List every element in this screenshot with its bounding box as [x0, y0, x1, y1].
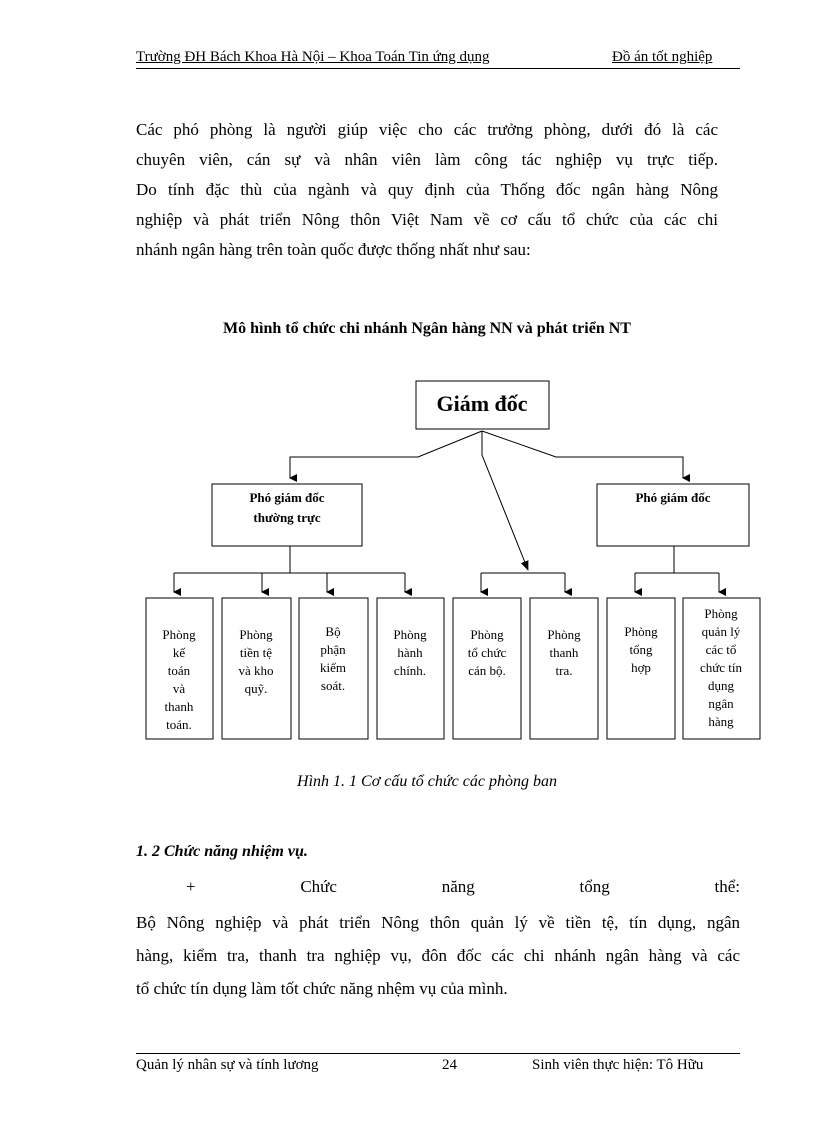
- intro-line: chuyên viên, cán sự và nhân viên làm công tác nghiệp vụ trực tiếp.: [136, 150, 718, 169]
- dept-2-label-line: quỹ.: [244, 681, 268, 696]
- dept-8-label-line: hàng: [708, 714, 734, 729]
- page-number: 24: [442, 1057, 457, 1073]
- connector-director-to-center: [482, 431, 528, 570]
- dept-4-label-line: hành: [397, 645, 423, 660]
- dept-6-label-line: thanh: [549, 645, 579, 660]
- director-label: Giám đốc: [436, 391, 528, 416]
- dept-4-label-line: chính.: [393, 663, 427, 678]
- dept-8-label-line: ngân: [708, 696, 734, 711]
- connector-director-to-deputy-right: [482, 431, 683, 478]
- dept-2-label-line: và kho: [238, 663, 274, 678]
- dept-1-label-line: thanh: [164, 699, 194, 714]
- dept-7-label-line: Phòng: [624, 624, 658, 639]
- dept-1-label-line: Phòng: [162, 627, 196, 642]
- dept-8-label-line: các tổ: [705, 642, 737, 657]
- function-overview-line: [136, 877, 740, 897]
- figure-caption: Hình 1. 1 Cơ cấu tổ chức các phòng ban: [297, 773, 557, 790]
- dept-8-label-line: chức tín: [699, 660, 743, 675]
- dept-5-label-line: cán bộ.: [468, 663, 506, 678]
- dept-4-label-line: Phòng: [393, 627, 427, 642]
- spread-word: tổng: [579, 877, 610, 896]
- intro-line: Các phó phòng là người giúp việc cho các trưởng phòng, dưới đó là các: [136, 120, 718, 139]
- body-paragraph: [136, 906, 740, 1005]
- spread-word: +: [186, 877, 196, 896]
- intro-line: nhánh ngân hàng trên toàn quốc được thống nhất như sau:: [136, 240, 531, 259]
- footer-author: Sinh viên thực hiện: Tô Hữu: [532, 1057, 704, 1073]
- header-school-title: Trường ĐH Bách Khoa Hà Nội – Khoa Toán Tin ứng dụng: [136, 49, 490, 65]
- dept-1-label-line: và: [172, 681, 186, 696]
- dept-2-label-line: Phòng: [239, 627, 273, 642]
- footer-thesis-title: Quản lý nhân sự và tính lương: [136, 1057, 319, 1073]
- deputy-left-label-line: thường trực: [253, 510, 321, 525]
- spread-word: thể:: [714, 877, 740, 896]
- dept-7-label-line: tổng: [629, 642, 653, 657]
- dept-1-label-line: toán: [167, 663, 191, 678]
- dept-3-label-line: phận: [320, 642, 346, 657]
- dept-5-label-line: tổ chức: [467, 645, 507, 660]
- dept-1-label-line: kế: [172, 645, 186, 660]
- dept-2-label-line: tiền tệ: [239, 645, 273, 660]
- dept-1-label-line: toán.: [166, 717, 192, 732]
- header-document-type: Đồ án tốt nghiệp: [612, 49, 713, 65]
- body-line: hàng, kiểm tra, thanh tra nghiệp vụ, đôn đốc các chi nhánh ngân hàng và các: [136, 946, 740, 965]
- intro-line: nghiệp và phát triển Nông thôn Việt Nam về cơ cấu tổ chức của các chi: [136, 210, 718, 229]
- dept-8-label-line: dụng: [708, 678, 734, 693]
- body-line: tổ chức tín dụng làm tốt chức năng nhệm vụ của mình.: [136, 979, 508, 998]
- spread-word: Chức: [300, 877, 337, 896]
- dept-3-label-line: kiểm: [320, 660, 346, 675]
- deputy-left-label-line: Phó giám đốc: [249, 490, 325, 505]
- dept-3-label-line: Bộ: [325, 624, 341, 639]
- footer-rule: [136, 1053, 740, 1054]
- section-heading: 1. 2 Chức năng nhiệm vụ.: [136, 843, 308, 860]
- connector-director-to-deputy-left: [290, 431, 482, 478]
- org-chart-title: Mô hình tổ chức chi nhánh Ngân hàng NN và phát triển NT: [223, 320, 631, 337]
- dept-5-label-line: Phòng: [470, 627, 504, 642]
- spread-word: năng: [441, 877, 475, 896]
- dept-3-label-line: soát.: [320, 678, 346, 693]
- dept-8-label-line: quản lý: [701, 624, 741, 639]
- dept-8-label-line: Phòng: [704, 606, 738, 621]
- deputy-right-label: Phó giám đốc: [635, 490, 711, 505]
- dept-6-label-line: tra.: [555, 663, 573, 678]
- dept-7-label-line: hợp: [631, 660, 651, 675]
- intro-line: Do tính đặc thù của ngành và quy định của Thống đốc ngân hàng Nông: [136, 180, 718, 199]
- dept-6-label-line: Phòng: [547, 627, 581, 642]
- body-line: Bộ Nông nghiệp và phát triển Nông thôn quản lý về tiền tệ, tín dụng, ngân: [136, 913, 740, 932]
